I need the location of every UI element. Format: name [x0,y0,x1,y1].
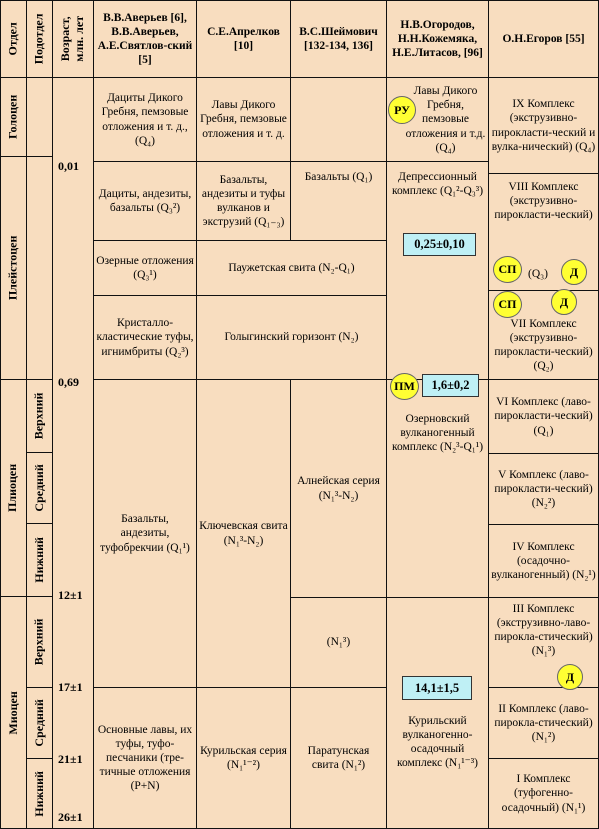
sheimovich-n13: (N₁³) [290,597,387,688]
subdivision-pliocene-lower: Нижний [31,537,46,583]
golygin-horizon: Голыгинский горизонт (N₂) [196,295,387,380]
egorov-complex-6: VI Комплекс (лаво-пирокласти-ческий) (Q₁) [488,379,599,454]
radiometric-age-box: 14,1±1,5 [402,676,472,700]
egorov-complex-2: II Комплекс (лаво-пирокла-стический) (N₁²) [488,687,599,759]
ogorodov-kurilsky: Курильский вулканогенно-осадочный комплекс (N₁¹⁻³) [386,597,489,829]
header-division: Отдел [5,22,20,56]
age-label: 26±1 [58,810,83,824]
badge-d: Д [551,289,577,315]
division-pliocene: Плиоцен [5,463,20,513]
egorov-complex-7: VII Комплекс (экструзивно-пирокласти-ческий) (Q₂) [488,290,599,380]
sheimovich-holocene-empty [290,77,387,162]
averiev-dacites-basalts: Дациты, андезиты, базальты (Q₃²) [93,161,197,241]
sheimovich-alneyskaya: Алнейская серия (N₁³-N₂) [290,379,387,598]
egorov-complex-5: V Комплекс (лаво-пирокласти-ческий) (N₂²) [488,453,599,525]
pauzhet-suite: Паужетская свита (N₂-Q₁) [196,240,387,296]
header-ogorodov: Н.В.Огородов, Н.Н.Кожемяка, Н.Е.Литасов, [96] [386,0,489,78]
header-egorov: О.Н.Егоров [55] [488,0,599,78]
age-label: 21±1 [58,752,83,766]
badge-d: Д [561,259,587,285]
radiometric-age-box: 1,6±0,2 [422,374,479,397]
badge-d: Д [557,664,583,690]
aprelkov-basalts-tuffs: Базальты, андезиты и туфы вулканов и экструзий (Q₁₋₃) [196,161,291,241]
header-age: Возраст, млн. лет [58,16,86,62]
subdivision-miocene-upper: Верхний [31,618,46,666]
subdivision-pliocene-upper: Верхний [31,392,46,440]
division-pleistocene: Плейстоцен [5,235,20,301]
averiev-crystal-tuffs: Кристалло-кластические туфы, игнимбриты (Q₂³) [93,295,197,380]
aprelkov-klyuchevskaya: Ключевская свита (N₁³-N₂) [196,379,291,688]
egorov-complex-1: I Комплекс (туфогенно-осадочный) (N₁¹) [488,758,599,829]
subdivision-empty-1 [26,77,53,157]
badge-sp: СП [493,291,522,318]
egorov-complex-4: IV Комплекс (осадочно-вулканогенный) (N₂¹) [488,524,599,598]
header-averiev: В.В.Аверьев [6], В.В.Аверьев, А.Е.Святлов-ский [5] [93,0,197,78]
age-label: 0,69 [58,375,79,389]
ogorodov-holocene-lavas: Лавы Дикого Гребня, пемзовые отложения и т.д. (Q₄) [386,77,489,162]
header-aprelkov: С.Е.Апрелков [10] [196,0,291,78]
averiev-holocene-dacites: Дациты Дикого Гребня, пемзовые отложения и т. д., (Q₄) [93,77,197,162]
age-label: 12±1 [58,588,83,602]
ogorodov-ozernovsky: Озерновский вулканогенный комплекс (N₂³-Q₁¹) [386,379,489,598]
header-subdivision: Подотдел [31,13,46,65]
ogorodov-depression-complex: Депрессионный комплекс (Q₁²-Q₃³) [386,161,489,380]
header-sheimovich: В.С.Шеймович [132-134, 136] [290,0,387,78]
averiev-basic-lavas: Основные лавы, их туфы, туфо-песчаники (тре-тичные отложения (P+N) [93,687,197,829]
egorov-complex-3: III Комплекс (экструзивно-лаво-пирокла-стический) (N₁³) [488,597,599,688]
egorov-complex-9: IX Комплекс (экструзивно-пирокласти-ческий и вулка-нический) (Q₄) [488,77,599,174]
sheimovich-paratunskaya: Паратунская свита (N₁²) [290,687,387,829]
age-label: 0,01 [58,159,79,173]
age-label: 17±1 [58,680,83,694]
subdivision-pliocene-middle: Средний [31,464,46,512]
age-column [52,77,94,829]
averiev-lake-deposits: Озерные отложения (Q₃¹) [93,240,197,296]
radiometric-age-box: 0,25±0,10 [403,233,476,256]
subdivision-miocene-middle: Средний [31,699,46,747]
subdivision-miocene-lower: Нижний [31,770,46,817]
egorov-complex-8: VIII Комплекс (экструзивно-пирокласти-ческий) [488,173,599,291]
sheimovich-basalts: Базальты (Q₁) [290,161,387,241]
division-holocene: Голоцен [5,94,20,140]
badge-ru: РУ [388,96,416,124]
badge-sp: СП [493,256,522,283]
averiev-basalts-tuffbreccia: Базальты, андезиты, туфобрекчии (Q₁¹) [93,379,197,688]
aprelkov-kurilskaya: Курильская серия (N₁¹⁻²) [196,687,291,829]
division-miocene: Миоцен [5,690,20,735]
subdivision-empty-2 [26,156,53,380]
egorov-complex-8-age: (Q₃) [528,268,548,280]
badge-pm: ПМ [390,373,419,400]
aprelkov-holocene-lavas: Лавы Дикого Гребня, пемзовые отложения и т. д. [196,77,291,162]
